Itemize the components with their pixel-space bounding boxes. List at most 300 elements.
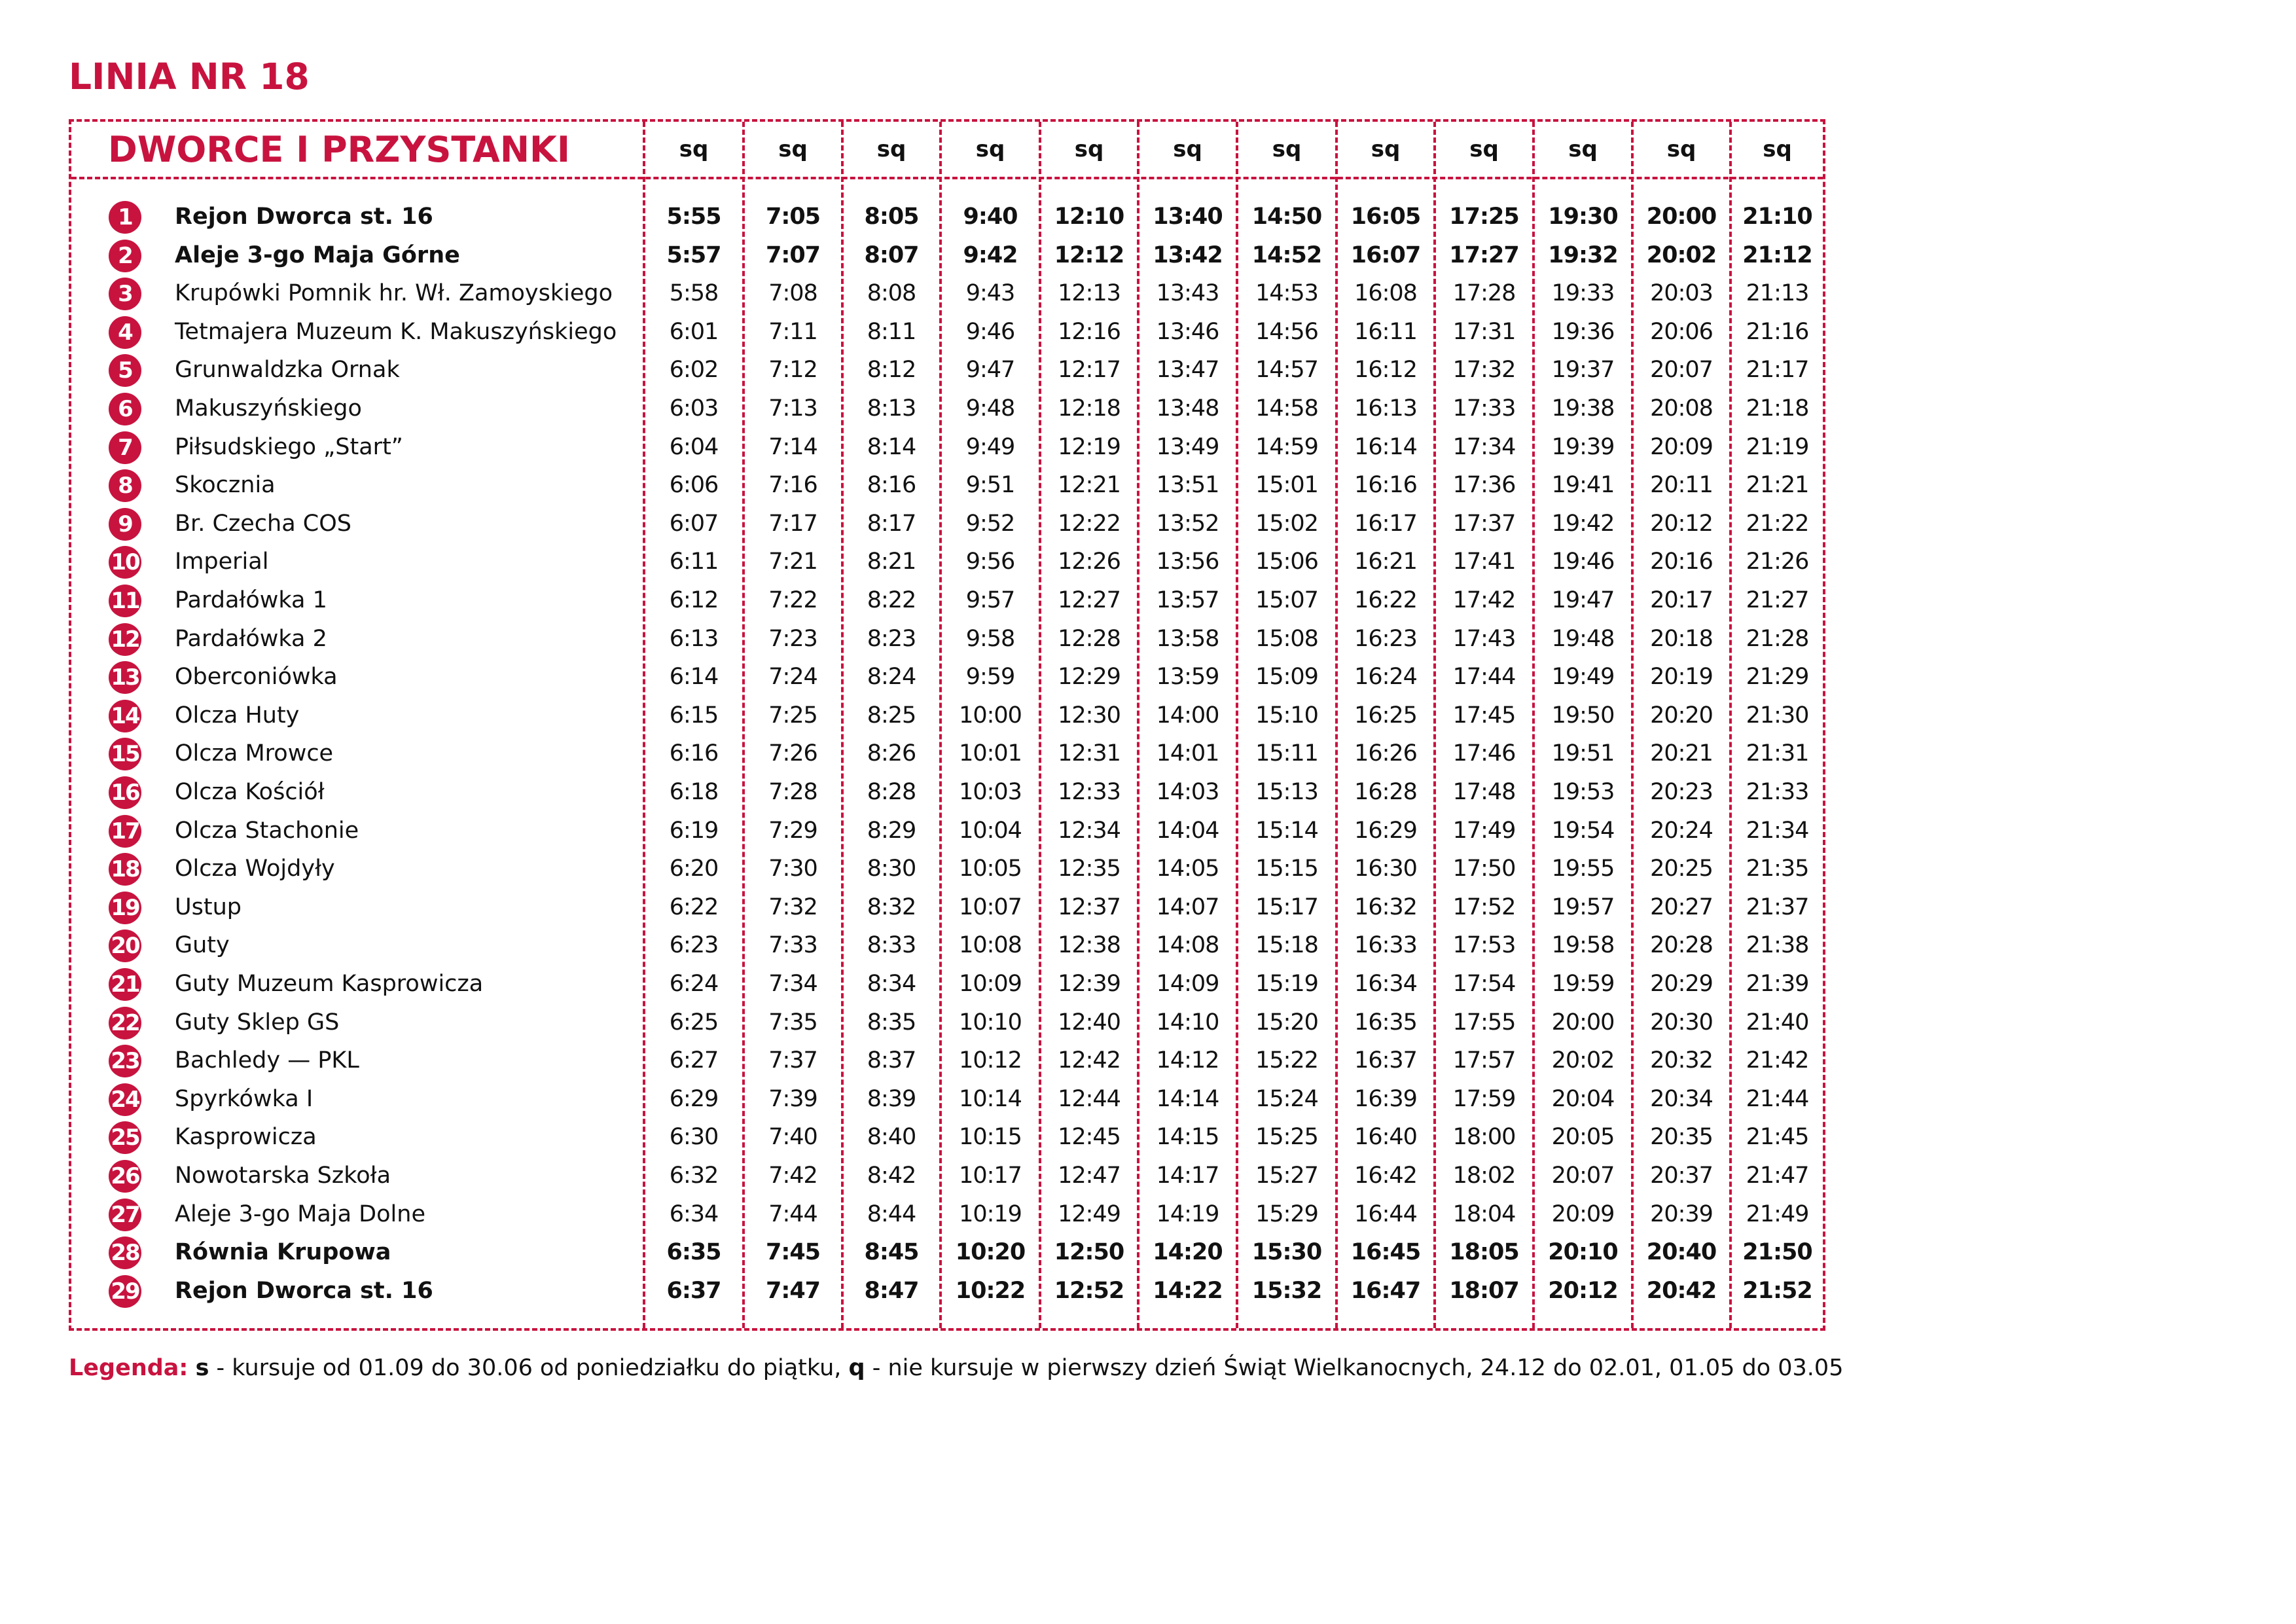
departure-time: 18:04	[1452, 1200, 1516, 1227]
departure-time: 8:11	[867, 318, 916, 345]
departure-time: 20:03	[1650, 280, 1713, 307]
departure-time: 6:23	[669, 932, 719, 959]
departure-time: 6:18	[669, 779, 719, 805]
stop-row	[71, 466, 1823, 505]
departure-time: 8:32	[867, 893, 916, 920]
departure-time: 21:33	[1746, 779, 1809, 805]
stop-name: Kasprowicza	[175, 1124, 317, 1151]
departure-time: 16:28	[1354, 779, 1417, 805]
departure-time: 14:58	[1255, 395, 1318, 422]
departure-time: 10:19	[959, 1200, 1022, 1227]
departure-time: 19:55	[1551, 856, 1615, 882]
departure-time: 15:25	[1255, 1124, 1318, 1151]
departure-time: 16:26	[1354, 740, 1417, 767]
departure-time: 8:30	[867, 856, 916, 882]
departure-time: 21:17	[1746, 357, 1809, 384]
column-header: sq	[1469, 136, 1499, 162]
departure-time: 14:56	[1255, 318, 1318, 345]
stop-row	[71, 581, 1823, 620]
departure-time: 12:42	[1058, 1047, 1121, 1074]
departure-time: 20:40	[1646, 1239, 1717, 1266]
column-header: sq	[1272, 136, 1302, 162]
departure-time: 12:26	[1058, 549, 1121, 575]
departure-time: 6:06	[669, 472, 719, 499]
departure-time: 14:09	[1156, 971, 1219, 997]
stop-number-badge: 9	[109, 508, 141, 541]
departure-time: 15:24	[1255, 1085, 1318, 1112]
departure-time: 17:31	[1452, 318, 1516, 345]
departure-time: 20:09	[1551, 1200, 1615, 1227]
column-header: sq	[679, 136, 709, 162]
departure-time: 8:40	[867, 1124, 916, 1151]
departure-time: 20:32	[1650, 1047, 1713, 1074]
departure-time: 17:34	[1452, 433, 1516, 460]
departure-time: 8:44	[867, 1200, 916, 1227]
departure-time: 10:09	[959, 971, 1022, 997]
stop-row	[71, 1080, 1823, 1119]
departure-time: 13:47	[1156, 357, 1219, 384]
departure-time: 14:08	[1156, 932, 1219, 959]
departure-time: 14:19	[1156, 1200, 1219, 1227]
departure-time: 20:25	[1650, 856, 1713, 882]
stop-name: Rejon Dworca st. 16	[175, 1277, 433, 1304]
departure-time: 9:47	[965, 357, 1015, 384]
departure-time: 8:29	[867, 817, 916, 844]
departure-time: 21:34	[1746, 817, 1809, 844]
departure-time: 12:33	[1058, 779, 1121, 805]
departure-time: 21:45	[1746, 1124, 1809, 1151]
departure-time: 8:39	[867, 1085, 916, 1112]
stop-number-badge: 28	[109, 1236, 141, 1269]
departure-time: 16:33	[1354, 932, 1417, 959]
departure-time: 20:08	[1650, 395, 1713, 422]
departure-time: 12:40	[1058, 1009, 1121, 1036]
departure-time: 7:21	[768, 549, 817, 575]
departure-time: 17:49	[1452, 817, 1516, 844]
stop-name: Piłsudskiego „Start”	[175, 433, 403, 460]
departure-time: 16:05	[1350, 204, 1421, 230]
departure-time: 7:28	[768, 779, 817, 805]
departure-time: 16:24	[1354, 664, 1417, 691]
departure-time: 15:20	[1255, 1009, 1318, 1036]
departure-time: 7:22	[768, 587, 817, 613]
stop-row	[71, 658, 1823, 696]
departure-time: 20:17	[1650, 587, 1713, 613]
departure-time: 10:17	[959, 1163, 1022, 1189]
departure-time: 14:17	[1156, 1163, 1219, 1189]
departure-time: 8:24	[867, 664, 916, 691]
departure-time: 15:11	[1255, 740, 1318, 767]
timetable	[69, 119, 1825, 1331]
departure-time: 16:40	[1354, 1124, 1417, 1151]
departure-time: 13:46	[1156, 318, 1219, 345]
departure-time: 7:35	[768, 1009, 817, 1036]
departure-time: 15:14	[1255, 817, 1318, 844]
departure-time: 20:02	[1646, 242, 1717, 268]
departure-time: 19:32	[1548, 242, 1618, 268]
departure-time: 12:31	[1058, 740, 1121, 767]
stop-name: Tetmajera Muzeum K. Makuszyńskiego	[175, 318, 617, 345]
departure-time: 12:34	[1058, 817, 1121, 844]
stop-row	[71, 543, 1823, 581]
stop-number-badge: 12	[109, 623, 141, 656]
departure-time: 7:33	[768, 932, 817, 959]
departure-time: 20:16	[1650, 549, 1713, 575]
departure-time: 21:13	[1746, 280, 1809, 307]
departure-time: 17:57	[1452, 1047, 1516, 1074]
departure-time: 21:44	[1746, 1085, 1809, 1112]
departure-time: 16:13	[1354, 395, 1417, 422]
departure-time: 8:25	[867, 702, 916, 729]
stop-name: Aleje 3-go Maja Dolne	[175, 1200, 425, 1227]
departure-time: 7:08	[768, 280, 817, 307]
departure-time: 14:57	[1255, 357, 1318, 384]
stop-number-badge: 13	[109, 661, 141, 694]
departure-time: 10:20	[955, 1239, 1026, 1266]
departure-time: 20:11	[1650, 472, 1713, 499]
stop-number-badge: 1	[109, 201, 141, 234]
departure-time: 8:47	[864, 1277, 919, 1304]
departure-time: 16:08	[1354, 280, 1417, 307]
departure-time: 20:04	[1551, 1085, 1615, 1112]
column-header: sq	[1568, 136, 1598, 162]
departure-time: 7:26	[768, 740, 817, 767]
departure-time: 14:59	[1255, 433, 1318, 460]
departure-time: 8:08	[867, 280, 916, 307]
departure-time: 16:44	[1354, 1200, 1417, 1227]
departure-time: 20:20	[1650, 702, 1713, 729]
departure-time: 12:12	[1054, 242, 1124, 268]
departure-time: 8:23	[867, 625, 916, 652]
departure-time: 7:40	[768, 1124, 817, 1151]
legend-s-text: - kursuje od 01.09 do 30.06 od poniedziałku do piątku,	[209, 1355, 849, 1381]
departure-time: 14:20	[1153, 1239, 1223, 1266]
departure-time: 13:42	[1153, 242, 1223, 268]
departure-time: 7:11	[768, 318, 817, 345]
departure-time: 14:03	[1156, 779, 1219, 805]
stop-number-badge: 6	[109, 393, 141, 425]
departure-time: 6:24	[669, 971, 719, 997]
stop-row	[71, 274, 1823, 313]
departure-time: 16:29	[1354, 817, 1417, 844]
departure-time: 6:29	[669, 1085, 719, 1112]
departure-time: 17:59	[1452, 1085, 1516, 1112]
departure-time: 12:28	[1058, 625, 1121, 652]
departure-time: 18:00	[1452, 1124, 1516, 1151]
stop-row	[71, 236, 1823, 275]
departure-time: 20:09	[1650, 433, 1713, 460]
departure-time: 14:15	[1156, 1124, 1219, 1151]
departure-time: 14:07	[1156, 893, 1219, 920]
departure-time: 17:32	[1452, 357, 1516, 384]
departure-time: 16:21	[1354, 549, 1417, 575]
departure-time: 17:53	[1452, 932, 1516, 959]
stop-row	[71, 505, 1823, 543]
column-header: sq	[1763, 136, 1792, 162]
departure-time: 7:25	[768, 702, 817, 729]
legend-q-key: q	[848, 1355, 865, 1381]
departure-time: 9:40	[963, 204, 1018, 230]
stop-number-badge: 20	[109, 929, 141, 962]
departure-time: 14:14	[1156, 1085, 1219, 1112]
departure-time: 13:52	[1156, 510, 1219, 537]
departure-time: 17:25	[1449, 204, 1519, 230]
departure-time: 6:03	[669, 395, 719, 422]
departure-time: 19:49	[1551, 664, 1615, 691]
departure-time: 7:29	[768, 817, 817, 844]
stop-number-badge: 26	[109, 1160, 141, 1193]
departure-time: 17:41	[1452, 549, 1516, 575]
departure-time: 8:45	[864, 1239, 919, 1266]
departure-time: 21:30	[1746, 702, 1809, 729]
stop-name: Równia Krupowa	[175, 1239, 391, 1266]
departure-time: 21:52	[1742, 1277, 1812, 1304]
departure-time: 8:21	[867, 549, 916, 575]
departure-time: 15:15	[1255, 856, 1318, 882]
departure-time: 19:53	[1551, 779, 1615, 805]
departure-time: 10:00	[959, 702, 1022, 729]
stop-row	[71, 696, 1823, 735]
departure-time: 18:07	[1449, 1277, 1519, 1304]
departure-time: 15:30	[1251, 1239, 1322, 1266]
stop-number-badge: 29	[109, 1275, 141, 1308]
departure-time: 9:49	[965, 433, 1015, 460]
stop-row	[71, 888, 1823, 927]
departure-time: 17:42	[1452, 587, 1516, 613]
departure-time: 19:39	[1551, 433, 1615, 460]
column-header: sq	[1173, 136, 1202, 162]
stop-number-badge: 19	[109, 892, 141, 924]
departure-time: 15:29	[1255, 1200, 1318, 1227]
departure-time: 8:37	[867, 1047, 916, 1074]
departure-time: 14:52	[1251, 242, 1322, 268]
departure-time: 20:05	[1551, 1124, 1615, 1151]
stop-row	[71, 1003, 1823, 1042]
stop-number-badge: 8	[109, 469, 141, 502]
departure-time: 14:53	[1255, 280, 1318, 307]
stop-number-badge: 25	[109, 1121, 141, 1154]
stop-name: Bachledy — PKL	[175, 1047, 359, 1074]
departure-time: 20:35	[1650, 1124, 1713, 1151]
departure-time: 19:59	[1551, 971, 1615, 997]
departure-time: 19:41	[1551, 472, 1615, 499]
departure-time: 19:46	[1551, 549, 1615, 575]
departure-time: 20:28	[1650, 932, 1713, 959]
departure-time: 12:19	[1058, 433, 1121, 460]
departure-time: 18:02	[1452, 1163, 1516, 1189]
stop-number-badge: 27	[109, 1199, 141, 1231]
departure-time: 15:27	[1255, 1163, 1318, 1189]
departure-time: 20:29	[1650, 971, 1713, 997]
departure-time: 20:30	[1650, 1009, 1713, 1036]
departure-time: 18:05	[1449, 1239, 1519, 1266]
departure-time: 20:18	[1650, 625, 1713, 652]
departure-time: 16:14	[1354, 433, 1417, 460]
departure-time: 12:35	[1058, 856, 1121, 882]
departure-time: 21:50	[1742, 1239, 1812, 1266]
departure-time: 15:08	[1255, 625, 1318, 652]
stop-row	[71, 198, 1823, 236]
departure-time: 5:55	[666, 204, 721, 230]
departure-time: 20:19	[1650, 664, 1713, 691]
stop-name: Pardałówka 2	[175, 625, 327, 652]
departure-time: 16:07	[1350, 242, 1421, 268]
departure-time: 6:30	[669, 1124, 719, 1151]
stop-name: Rejon Dworca st. 16	[175, 204, 433, 230]
departure-time: 19:38	[1551, 395, 1615, 422]
departure-time: 12:44	[1058, 1085, 1121, 1112]
departure-time: 20:37	[1650, 1163, 1713, 1189]
departure-time: 6:37	[666, 1277, 721, 1304]
stop-number-badge: 7	[109, 431, 141, 464]
departure-time: 7:14	[768, 433, 817, 460]
departure-time: 8:13	[867, 395, 916, 422]
departure-time: 21:29	[1746, 664, 1809, 691]
departure-time: 19:36	[1551, 318, 1615, 345]
departure-time: 16:16	[1354, 472, 1417, 499]
departure-time: 9:42	[963, 242, 1018, 268]
departure-time: 6:02	[669, 357, 719, 384]
departure-time: 15:07	[1255, 587, 1318, 613]
column-header: sq	[1371, 136, 1401, 162]
stop-number-badge: 16	[109, 776, 141, 809]
departure-time: 6:14	[669, 664, 719, 691]
departure-time: 20:10	[1548, 1239, 1618, 1266]
stop-number-badge: 21	[109, 968, 141, 1001]
stop-name: Skocznia	[175, 472, 276, 499]
departure-time: 10:14	[959, 1085, 1022, 1112]
departure-time: 15:18	[1255, 932, 1318, 959]
departure-time: 12:50	[1054, 1239, 1124, 1266]
departure-time: 6:19	[669, 817, 719, 844]
departure-time: 12:16	[1058, 318, 1121, 345]
departure-time: 17:27	[1449, 242, 1519, 268]
stop-name: Makuszyńskiego	[175, 395, 362, 422]
stop-name: Olcza Mrowce	[175, 740, 334, 767]
departure-time: 6:22	[669, 893, 719, 920]
departure-time: 8:22	[867, 587, 916, 613]
departure-time: 6:20	[669, 856, 719, 882]
departure-time: 8:16	[867, 472, 916, 499]
column-header: sq	[975, 136, 1005, 162]
departure-time: 8:07	[864, 242, 919, 268]
stop-row	[71, 965, 1823, 1003]
legend-label: Legenda:	[69, 1355, 188, 1381]
departure-time: 12:21	[1058, 472, 1121, 499]
departure-time: 7:17	[768, 510, 817, 537]
stop-name: Guty Muzeum Kasprowicza	[175, 971, 484, 997]
departure-time: 8:17	[867, 510, 916, 537]
stop-row	[71, 1118, 1823, 1157]
stop-row	[71, 773, 1823, 812]
departure-time: 21:22	[1746, 510, 1809, 537]
departure-time: 13:56	[1156, 549, 1219, 575]
column-header: sq	[1666, 136, 1696, 162]
departure-time: 16:35	[1354, 1009, 1417, 1036]
departure-time: 15:02	[1255, 510, 1318, 537]
departure-time: 16:25	[1354, 702, 1417, 729]
departure-time: 7:12	[768, 357, 817, 384]
departure-time: 6:07	[669, 510, 719, 537]
departure-time: 19:57	[1551, 893, 1615, 920]
departure-time: 12:49	[1058, 1200, 1121, 1227]
departure-time: 20:02	[1551, 1047, 1615, 1074]
departure-time: 14:12	[1156, 1047, 1219, 1074]
stop-name: Imperial	[175, 549, 269, 575]
departure-time: 7:30	[768, 856, 817, 882]
stop-number-badge: 5	[109, 354, 141, 387]
stops-column-title: DWORCE I PRZYSTANKI	[108, 129, 570, 170]
departure-time: 15:22	[1255, 1047, 1318, 1074]
departure-time: 15:32	[1251, 1277, 1322, 1304]
departure-time: 21:18	[1746, 395, 1809, 422]
stop-row	[71, 734, 1823, 773]
departure-time: 12:37	[1058, 893, 1121, 920]
stop-name: Grunwaldzka Ornak	[175, 357, 400, 384]
departure-time: 9:52	[965, 510, 1015, 537]
departure-time: 20:39	[1650, 1200, 1713, 1227]
stop-row	[71, 812, 1823, 850]
stop-number-badge: 15	[109, 738, 141, 770]
departure-time: 12:45	[1058, 1124, 1121, 1151]
stop-row	[71, 926, 1823, 965]
departure-time: 10:10	[959, 1009, 1022, 1036]
departure-time: 5:57	[666, 242, 721, 268]
stop-number-badge: 17	[109, 815, 141, 848]
departure-time: 6:27	[669, 1047, 719, 1074]
column-header: sq	[876, 136, 906, 162]
departure-time: 13:58	[1156, 625, 1219, 652]
stop-row	[71, 1233, 1823, 1272]
departure-time: 12:10	[1054, 204, 1124, 230]
departure-time: 10:01	[959, 740, 1022, 767]
stop-row	[71, 428, 1823, 467]
departure-time: 9:58	[965, 625, 1015, 652]
departure-time: 12:39	[1058, 971, 1121, 997]
departure-time: 15:01	[1255, 472, 1318, 499]
departure-time: 14:04	[1156, 817, 1219, 844]
departure-time: 14:22	[1153, 1277, 1223, 1304]
stop-row	[71, 1157, 1823, 1195]
departure-time: 19:58	[1551, 932, 1615, 959]
departure-time: 9:56	[965, 549, 1015, 575]
departure-time: 21:47	[1746, 1163, 1809, 1189]
stop-number-badge: 23	[109, 1045, 141, 1077]
stop-name: Krupówki Pomnik hr. Wł. Zamoyskiego	[175, 280, 613, 307]
stop-number-badge: 24	[109, 1083, 141, 1116]
departure-time: 15:10	[1255, 702, 1318, 729]
departure-time: 17:54	[1452, 971, 1516, 997]
departure-time: 21:49	[1746, 1200, 1809, 1227]
departure-time: 21:31	[1746, 740, 1809, 767]
departure-time: 7:42	[768, 1163, 817, 1189]
departure-time: 16:32	[1354, 893, 1417, 920]
departure-time: 12:17	[1058, 357, 1121, 384]
departure-time: 17:43	[1452, 625, 1516, 652]
departure-time: 21:21	[1746, 472, 1809, 499]
departure-time: 20:24	[1650, 817, 1713, 844]
stop-name: Ustup	[175, 893, 242, 920]
legend	[69, 1355, 1843, 1381]
departure-time: 17:48	[1452, 779, 1516, 805]
stop-name: Aleje 3-go Maja Górne	[175, 242, 460, 268]
departure-time: 17:50	[1452, 856, 1516, 882]
departure-time: 21:12	[1742, 242, 1812, 268]
departure-time: 12:29	[1058, 664, 1121, 691]
departure-time: 16:39	[1354, 1085, 1417, 1112]
departure-time: 20:07	[1551, 1163, 1615, 1189]
departure-time: 19:47	[1551, 587, 1615, 613]
